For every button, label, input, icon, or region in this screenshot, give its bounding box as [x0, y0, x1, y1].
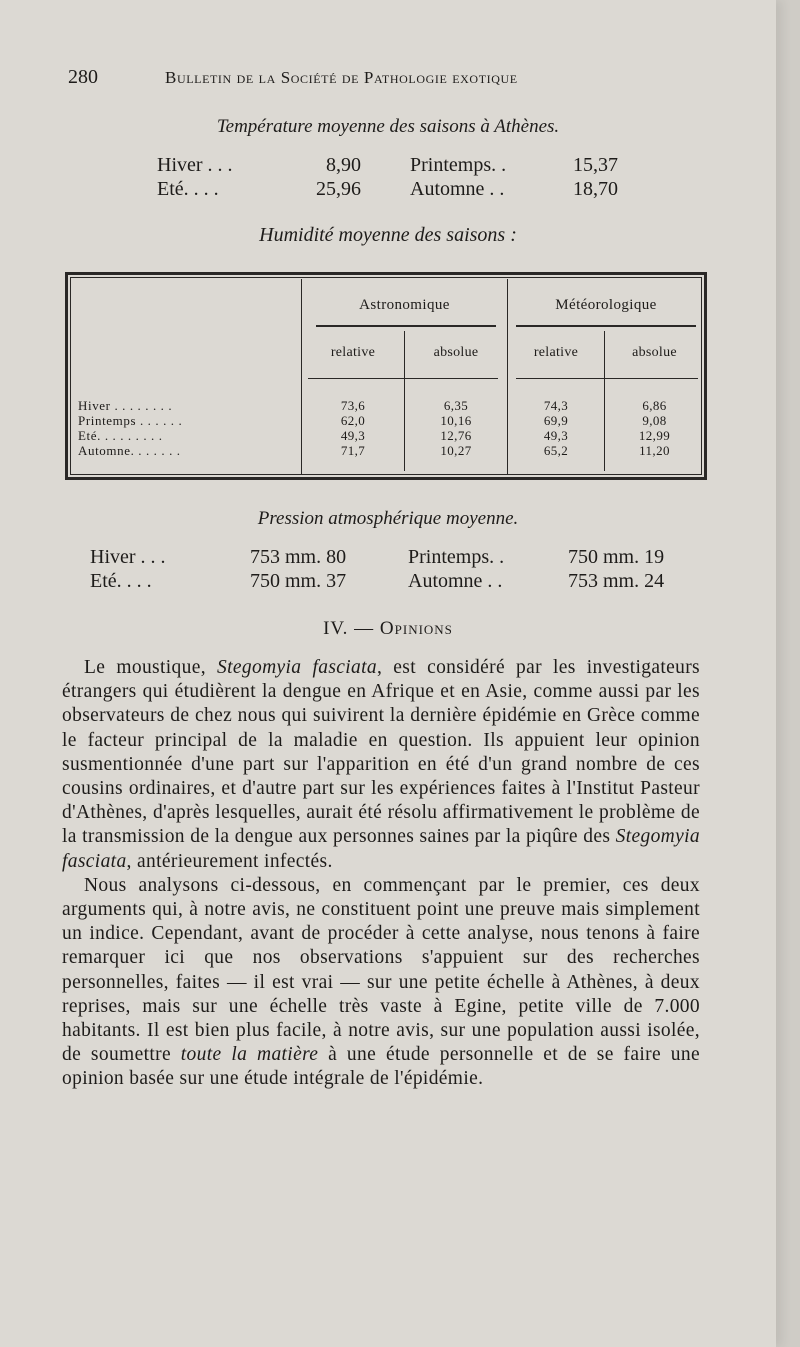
- cell-hiver-astro-abs: 6,35: [443, 398, 469, 413]
- cell-printemps-astro-abs: 10,16: [440, 413, 472, 428]
- cell-automne-meteo-abs: 11,20: [639, 443, 670, 458]
- temp-row2-left-label: Eté. . . .: [157, 178, 219, 200]
- press-row1-left-label: Hiver . . .: [90, 546, 166, 568]
- row-label-hiver: Hiver . . . . . . . .: [78, 398, 173, 413]
- header-meteo-absolue: absolue: [632, 345, 677, 360]
- press-row2-right-value: 753 mm. 24: [568, 570, 665, 592]
- header-astronomique: Astronomique: [359, 297, 450, 313]
- header-astro-relative: relative: [330, 345, 376, 360]
- temp-row1-right-label: Printemps. .: [410, 154, 507, 176]
- press-row2-left-value: 750 mm. 37: [250, 570, 347, 592]
- humidity-caption: Humidité moyenne des saisons :: [259, 224, 517, 246]
- temp-row1-left-label: Hiver . . .: [157, 154, 233, 176]
- humidity-table: [65, 272, 707, 480]
- cell-ete-meteo-abs: 12,99: [638, 428, 671, 443]
- temp-row1-right-value: 15,37: [573, 154, 618, 176]
- temp-row2-left-value: 25,96: [316, 178, 361, 200]
- cell-ete-meteo-rel: 49,3: [543, 428, 569, 443]
- running-title: Bulletin de la Société de Pathologie exotique: [165, 68, 518, 87]
- press-row2-left-label: Eté. . . .: [90, 570, 152, 592]
- cell-automne-astro-rel: 71,7: [340, 443, 366, 458]
- body-text: [62, 656, 700, 1092]
- press-row2-right-label: Automne . .: [408, 570, 503, 592]
- section-title: IV. — Opinions: [323, 618, 453, 639]
- row-label-printemps: Printemps . . . . . .: [78, 413, 183, 428]
- cell-hiver-meteo-abs: 6,86: [642, 398, 667, 413]
- cell-printemps-astro-rel: 62,0: [340, 413, 366, 428]
- cell-automne-meteo-rel: 65,2: [543, 443, 569, 458]
- row-label-automne: Automne. . . . . . .: [78, 443, 181, 458]
- press-row1-left-value: 753 mm. 80: [250, 546, 347, 568]
- press-row1-right-value: 750 mm. 19: [568, 546, 665, 568]
- cell-ete-astro-abs: 12,76: [440, 428, 472, 443]
- press-row1-right-label: Printemps. .: [408, 546, 505, 568]
- page-number: 280: [68, 66, 98, 88]
- cell-printemps-meteo-rel: 69,9: [543, 413, 569, 428]
- cell-ete-astro-rel: 49,3: [340, 428, 366, 443]
- cell-printemps-meteo-abs: 9,08: [642, 413, 667, 428]
- paragraph-1: Le moustique, Stegomyia fasciata, est considéré par les investigateurs étrangers qui étudièrent la dengue en Afrique et en Asie, comme aussi par les observateurs de chez nous qui suivirent la dernière épidémie en Grèce comme le facteur principal de la maladie en question. Ils appuient leur opinion susmentionnée d'une part sur l'apparition en été d'un grand nombre de ces cousins ordinaires, et d'autre part sur les expériences faites à l'Institut Pasteur d'Athènes, d'après lesquelles, aurait été résolu affirmativement le problème de la transmission de la dengue aux personnes saines par la piqûre des Stegomyia fasciata, antérieurement infectés.: [62, 657, 700, 872]
- cell-automne-astro-abs: 10,27: [440, 443, 472, 458]
- temp-row2-right-label: Automne . .: [410, 178, 505, 200]
- header-astro-absolue: absolue: [433, 345, 479, 360]
- paragraph-2: Nous analysons ci-dessous, en commençant par le premier, ces deux arguments qui, à notre avis, ne constituent point une preuve mais simplement un indice. Cependant, avant de procéder à cette analyse, nous tenons à faire remarquer ici que nos observations s'appuient sur des recherches personnelles, faites — il est vrai — sur une petite échelle à Athènes, à deux reprises, mais sur une échelle très vaste à Egine, petite ville de 7.000 habitants. Il est bien plus facile, à notre avis, sur une population aussi isolée, de soumettre toute la matière à une étude personnelle et de se faire une opinion basée sur une étude intégrale de l'épidémie.: [62, 874, 701, 1090]
- header-meteorologique: Météorologique: [555, 297, 657, 313]
- row-label-ete: Eté. . . . . . . . .: [78, 428, 163, 443]
- temp-row1-left-value: 8,90: [326, 154, 361, 176]
- pressure-caption: Pression atmosphérique moyenne.: [257, 508, 519, 529]
- temperature-caption: Température moyenne des saisons à Athènes.: [216, 116, 560, 137]
- cell-hiver-meteo-rel: 74,3: [543, 398, 569, 413]
- cell-hiver-astro-rel: 73,6: [340, 398, 366, 413]
- temp-row2-right-value: 18,70: [573, 178, 618, 200]
- header-meteo-relative: relative: [533, 345, 579, 360]
